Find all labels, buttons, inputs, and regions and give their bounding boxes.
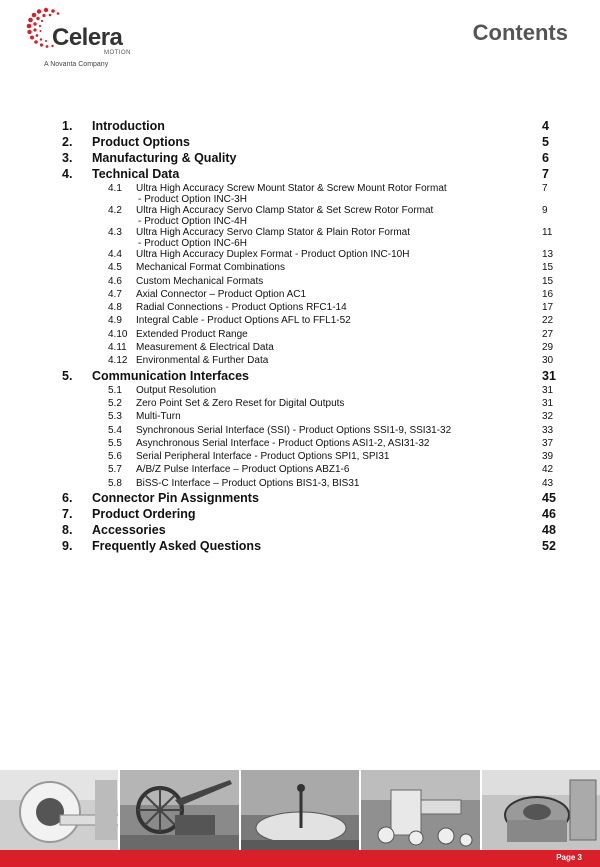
toc-subsection-number: 4.5 (108, 262, 122, 274)
brand-tagline: A Novanta Company (44, 61, 109, 68)
toc-subsection-number: 4.9 (108, 315, 122, 327)
toc-subsection[interactable] (62, 276, 562, 289)
toc-section-page: 31 (542, 368, 556, 383)
toc-subsection[interactable] (62, 342, 562, 355)
toc-section-page: 52 (542, 539, 556, 554)
toc-subsection[interactable] (62, 227, 562, 249)
toc-section-title[interactable]: Connector Pin Assignments (92, 491, 259, 506)
toc-subsection-title[interactable] (136, 227, 542, 249)
toc-subsection-title[interactable] (136, 276, 542, 287)
toc-subsection[interactable] (62, 302, 562, 315)
toc-subsection-title-text: BiSS-C Interface – Product Options BIS1-3, BIS31 (136, 477, 360, 489)
toc-section-page: 46 (542, 507, 556, 522)
toc-subsection-title[interactable] (136, 249, 542, 260)
toc-subsection-page: 32 (542, 411, 554, 423)
toc-subsection-page: 39 (542, 451, 554, 463)
toc-subsection[interactable] (62, 355, 562, 368)
toc-section-title[interactable]: Technical Data (92, 167, 180, 181)
toc-subsection-number: 4.3 (108, 227, 122, 238)
footer-photo-strip (0, 770, 600, 850)
toc-subsection[interactable] (62, 205, 562, 227)
toc-subsection-number: 4.11 (108, 342, 127, 354)
toc-subsection-number: 5.7 (108, 464, 122, 476)
toc-section-page: 48 (542, 523, 556, 538)
mri-scanner-photo (0, 770, 120, 850)
toc-section-number: 8. (62, 523, 73, 538)
page-title: Contents (472, 20, 568, 45)
toc-subsection-page: 11 (542, 227, 553, 238)
toc-subsection[interactable] (62, 398, 562, 411)
toc-section-number: 7. (62, 507, 73, 522)
toc-subsection[interactable] (62, 385, 562, 398)
toc-subsection-title-text: A/B/Z Pulse Interface – Product Options ABZ1-6 (136, 464, 350, 476)
toc-subsection-page: 17 (542, 302, 554, 314)
toc-section[interactable] (62, 507, 562, 523)
toc-subsection-number: 5.5 (108, 437, 122, 449)
brand-motion: MOTION (104, 50, 131, 56)
toc-subsection-number: 4.7 (108, 288, 122, 300)
toc-subsection-number: 4.6 (108, 275, 122, 287)
toc-subsection-title-text: Synchronous Serial Interface (SSI) - Product Options SSI1-9, SSI31-32 (136, 424, 452, 436)
toc-subsection-number: 5.4 (108, 424, 122, 436)
toc-subsection-title[interactable] (136, 438, 542, 449)
toc-section[interactable] (62, 369, 562, 385)
toc-subsection-title-text: Zero Point Set & Zero Reset for Digital Outputs (136, 397, 345, 409)
toc-subsection-title[interactable] (136, 205, 542, 227)
toc-subsection-number: 4.4 (108, 249, 122, 260)
toc-subsection-title[interactable] (136, 425, 542, 436)
toc-subsection-title[interactable] (136, 342, 542, 353)
toc-subsection-title-text: Mechanical Format Combinations (136, 262, 285, 274)
toc-subsection-title[interactable] (136, 411, 542, 422)
rotary-table-photo (482, 770, 600, 850)
toc-section[interactable] (62, 135, 562, 151)
toc-subsection-number: 5.1 (108, 384, 122, 396)
toc-subsection-title-text: Environmental & Further Data (136, 355, 269, 367)
toc-subsection-title-text: Ultra High Accuracy Duplex Format - Product Option INC-10H (136, 249, 410, 260)
toc-section-page: 6 (542, 151, 549, 165)
toc-subsection-title-continued: - Product Option INC-3H (138, 194, 247, 205)
excavator-photo (120, 770, 240, 850)
toc-subsection-page: 15 (542, 262, 554, 274)
toc-section[interactable] (62, 167, 562, 183)
toc-subsection-title[interactable] (136, 315, 542, 326)
page-number: Page 3 (556, 853, 582, 862)
toc-section[interactable] (62, 523, 562, 539)
toc-section-title[interactable]: Product Options (92, 135, 190, 149)
toc-subsection-title-text: Ultra High Accuracy Servo Clamp Stator & Plain Rotor Format (136, 227, 410, 238)
toc-section-title[interactable]: Frequently Asked Questions (92, 539, 262, 554)
toc-section-page: 45 (542, 491, 556, 506)
toc-subsection[interactable] (62, 289, 562, 302)
toc-subsection-page: 16 (542, 288, 554, 300)
toc-subsection-page: 37 (542, 437, 554, 449)
toc-subsection-title-text: Ultra High Accuracy Screw Mount Stator & Screw Mount Rotor Format (136, 183, 447, 194)
toc-section-number: 4. (62, 167, 73, 181)
toc-subsection-title-text: Custom Mechanical Formats (136, 275, 264, 287)
toc-section-number: 2. (62, 135, 73, 149)
toc-subsection-page: 22 (542, 315, 554, 327)
toc-subsection[interactable] (62, 315, 562, 328)
toc-section-number: 9. (62, 539, 73, 554)
toc-section-title[interactable]: Manufacturing & Quality (92, 151, 237, 165)
toc-subsection-title[interactable] (136, 289, 542, 300)
toc-subsection-title[interactable] (136, 329, 542, 340)
toc-subsection-title[interactable] (136, 385, 542, 396)
toc-subsection-page: 31 (542, 397, 554, 409)
toc-subsection[interactable] (62, 249, 562, 262)
toc-subsection[interactable] (62, 438, 562, 451)
toc-subsection-title-text: Extended Product Range (136, 328, 248, 340)
toc-subsection-page: 27 (542, 328, 554, 340)
table-of-contents (62, 119, 562, 555)
toc-section-page: 5 (542, 135, 549, 149)
toc-subsection[interactable] (62, 262, 562, 275)
toc-subsection-page: 30 (542, 355, 554, 367)
toc-subsection-page: 9 (542, 205, 548, 216)
toc-section-page: 4 (542, 119, 549, 133)
toc-section-number: 1. (62, 119, 73, 133)
toc-subsection-title-text: Output Resolution (136, 384, 217, 396)
toc-subsection-title-text: Serial Peripheral Interface - Product Options SPI1, SPI31 (136, 451, 390, 463)
toc-subsection[interactable] (62, 411, 562, 424)
toc-subsection-number: 5.8 (108, 477, 122, 489)
toc-subsection-number: 5.6 (108, 451, 122, 463)
toc-subsection[interactable] (62, 183, 562, 205)
toc-subsection-title[interactable] (136, 355, 542, 366)
toc-subsection[interactable] (62, 451, 562, 464)
toc-section-number: 3. (62, 151, 73, 165)
toc-section-title[interactable]: Accessories (92, 523, 166, 538)
toc-section-title[interactable]: Product Ordering (92, 507, 196, 522)
toc-subsection-page: 31 (542, 384, 554, 396)
toc-subsection[interactable] (62, 478, 562, 491)
toc-subsection-page: 7 (542, 183, 548, 194)
company-logo (26, 6, 136, 66)
toc-subsection-title-text: Measurement & Electrical Data (136, 342, 274, 354)
footer-bar (0, 850, 600, 867)
toc-subsection-title-continued: - Product Option INC-4H (138, 216, 247, 227)
toc-subsection-number: 4.1 (108, 183, 122, 194)
toc-subsection-page: 43 (542, 477, 554, 489)
toc-subsection-number: 4.8 (108, 302, 122, 314)
toc-subsection-page: 42 (542, 464, 554, 476)
toc-subsection-number: 4.10 (108, 328, 128, 340)
toc-subsection-page: 29 (542, 342, 554, 354)
toc-subsection-title-text: Radial Connections - Product Options RFC1-14 (136, 302, 347, 314)
toc-section-title[interactable]: Introduction (92, 119, 165, 133)
robot-arm-photo (361, 770, 481, 850)
toc-subsection-number: 5.3 (108, 411, 122, 423)
toc-subsection-page: 13 (542, 249, 554, 260)
toc-subsection-title-text: Multi-Turn (136, 411, 181, 423)
toc-section[interactable] (62, 151, 562, 167)
toc-subsection-title-continued: - Product Option INC-6H (138, 238, 247, 249)
toc-subsection-title[interactable] (136, 398, 542, 409)
toc-section-number: 6. (62, 491, 73, 506)
toc-subsection[interactable] (62, 464, 562, 477)
toc-section-title[interactable]: Communication Interfaces (92, 368, 249, 383)
toc-subsection[interactable] (62, 329, 562, 342)
toc-section[interactable] (62, 491, 562, 507)
toc-subsection-title[interactable] (136, 262, 542, 273)
toc-subsection-title-text: Ultra High Accuracy Servo Clamp Stator & Set Screw Rotor Format (136, 205, 434, 216)
toc-subsection-title[interactable] (136, 478, 542, 489)
toc-section-page: 7 (542, 167, 549, 181)
brand-name: Celera (52, 24, 123, 51)
toc-subsection-number: 4.2 (108, 205, 122, 216)
toc-subsection-title-text: Asynchronous Serial Interface - Product Options ASI1-2, ASI31-32 (136, 437, 430, 449)
toc-subsection-number: 5.2 (108, 397, 122, 409)
toc-subsection-title[interactable] (136, 302, 542, 313)
toc-section[interactable] (62, 539, 562, 555)
toc-subsection[interactable] (62, 425, 562, 438)
toc-subsection-title[interactable] (136, 183, 542, 205)
toc-section[interactable] (62, 119, 562, 135)
toc-section-number: 5. (62, 368, 73, 383)
satellite-dish-photo (241, 770, 361, 850)
toc-subsection-title[interactable] (136, 451, 542, 462)
toc-subsection-page: 33 (542, 424, 554, 436)
toc-subsection-title[interactable] (136, 464, 542, 475)
toc-subsection-number: 4.12 (108, 355, 128, 367)
toc-subsection-title-text: Axial Connector – Product Option AC1 (136, 288, 307, 300)
toc-subsection-page: 15 (542, 275, 554, 287)
toc-subsection-title-text: Integral Cable - Product Options AFL to FFL1-52 (136, 315, 351, 327)
